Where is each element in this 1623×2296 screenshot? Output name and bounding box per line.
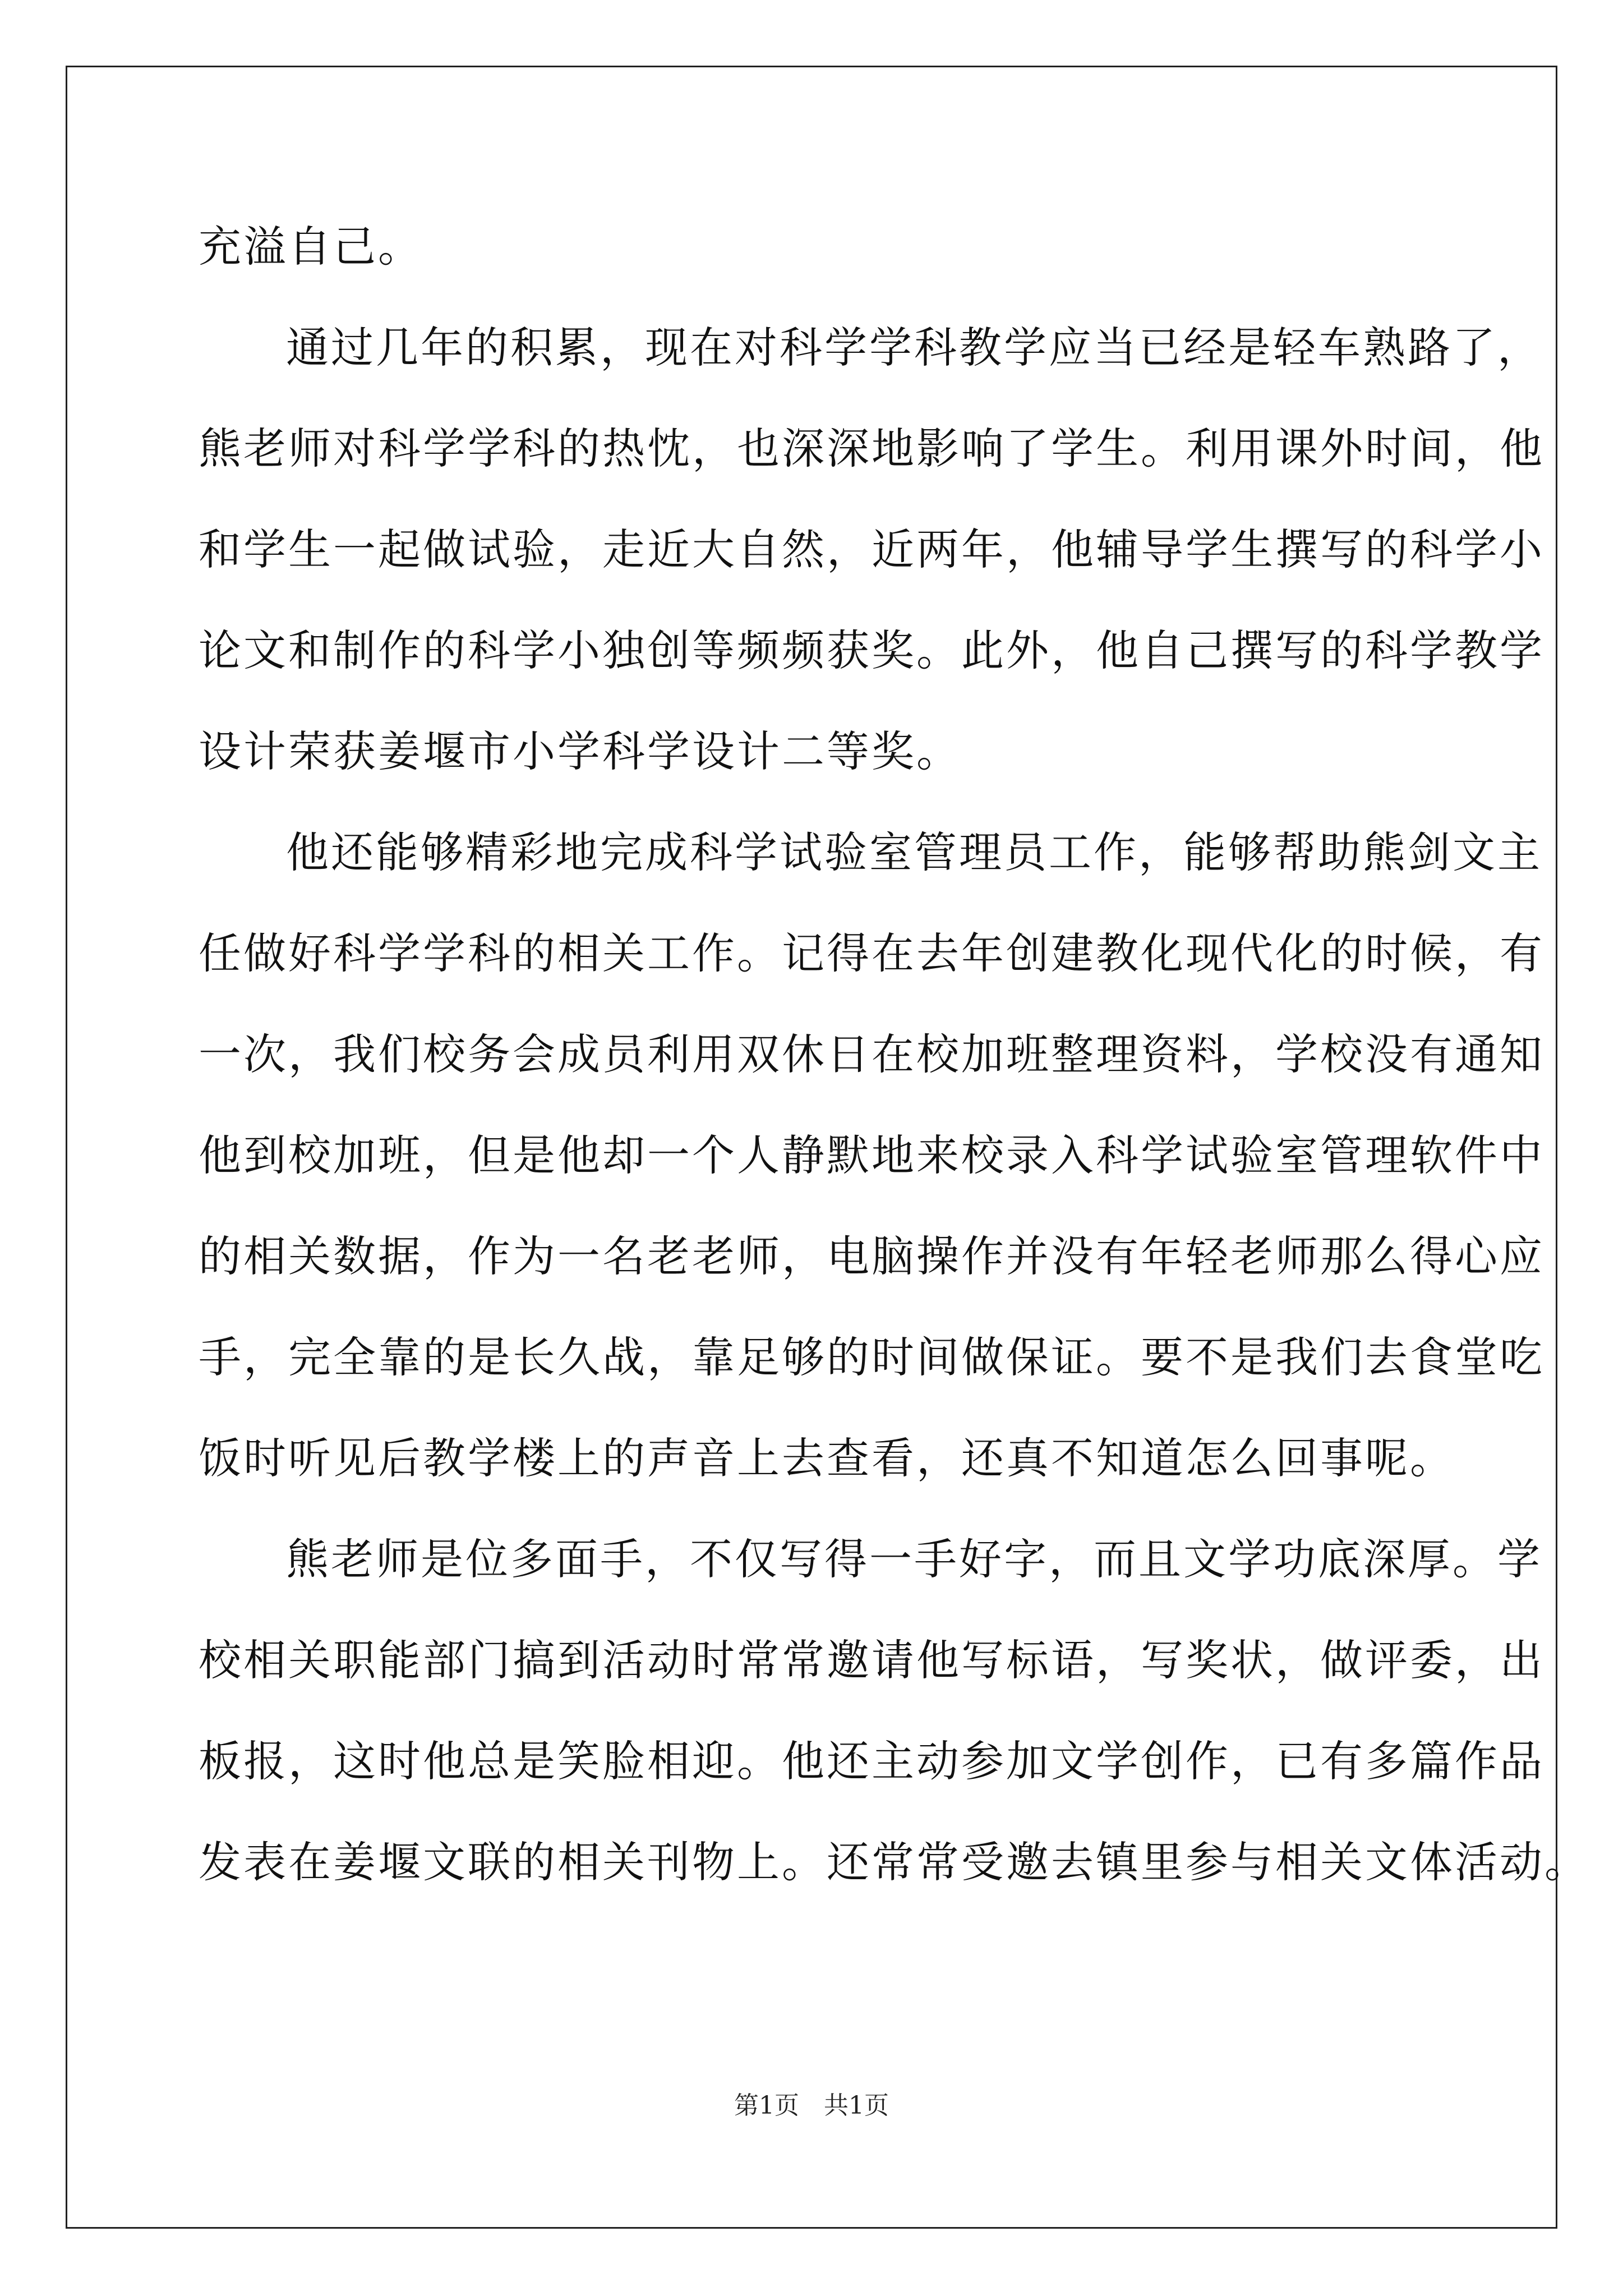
page-footer: 第1页 共1页 — [734, 2091, 889, 2120]
text-line: 发表在姜堰文联的相关刊物上。还常常受邀去镇里参与相关文体活动。 — [199, 1837, 1589, 1887]
text-line: 一次，我们校务会成员利用双休日在校加班整理资料，学校没有通知 — [199, 1029, 1544, 1079]
paragraph-start-line: 他还能够精彩地完成科学试验室管理员工作，能够帮助熊剑文主 — [286, 827, 1542, 877]
text-line: 论文和制作的科学小独创等频频获奖。此外，他自己撰写的科学教学 — [199, 625, 1544, 675]
text-line: 他到校加班，但是他却一个人静默地来校录入科学试验室管理软件中 — [199, 1130, 1544, 1180]
paragraph-start-line: 熊老师是位多面手，不仅写得一手好字，而且文学功底深厚。学 — [286, 1534, 1542, 1584]
paragraph-start-line: 通过几年的积累，现在对科学学科教学应当已经是轻车熟路了， — [286, 323, 1542, 372]
text-line: 板报，这时他总是笑脸相迎。他还主动参加文学创作，已有多篇作品 — [199, 1736, 1544, 1786]
text-line: 和学生一起做试验，走近大自然，近两年，他辅导学生撰写的科学小 — [199, 524, 1544, 574]
text-line: 充溢自己。 — [199, 222, 423, 272]
text-line: 任做好科学学科的相关工作。记得在去年创建教化现代化的时候，有 — [199, 928, 1544, 978]
text-line: 校相关职能部门搞到活动时常常邀请他写标语，写奖状，做评委，出 — [199, 1635, 1544, 1685]
text-line: 熊老师对科学学科的热忱，也深深地影响了学生。利用课外时间，他 — [199, 424, 1544, 473]
text-line: 的相关数据，作为一名老老师，电脑操作并没有年轻老师那么得心应 — [199, 1231, 1544, 1281]
text-line: 饭时听见后教学楼上的声音上去查看，还真不知道怎么回事呢。 — [199, 1433, 1455, 1483]
text-line: 设计荣获姜堰市小学科学设计二等奖。 — [199, 726, 961, 776]
text-line: 手，完全靠的是长久战，靠足够的时间做保证。要不是我们去食堂吃 — [199, 1332, 1544, 1382]
